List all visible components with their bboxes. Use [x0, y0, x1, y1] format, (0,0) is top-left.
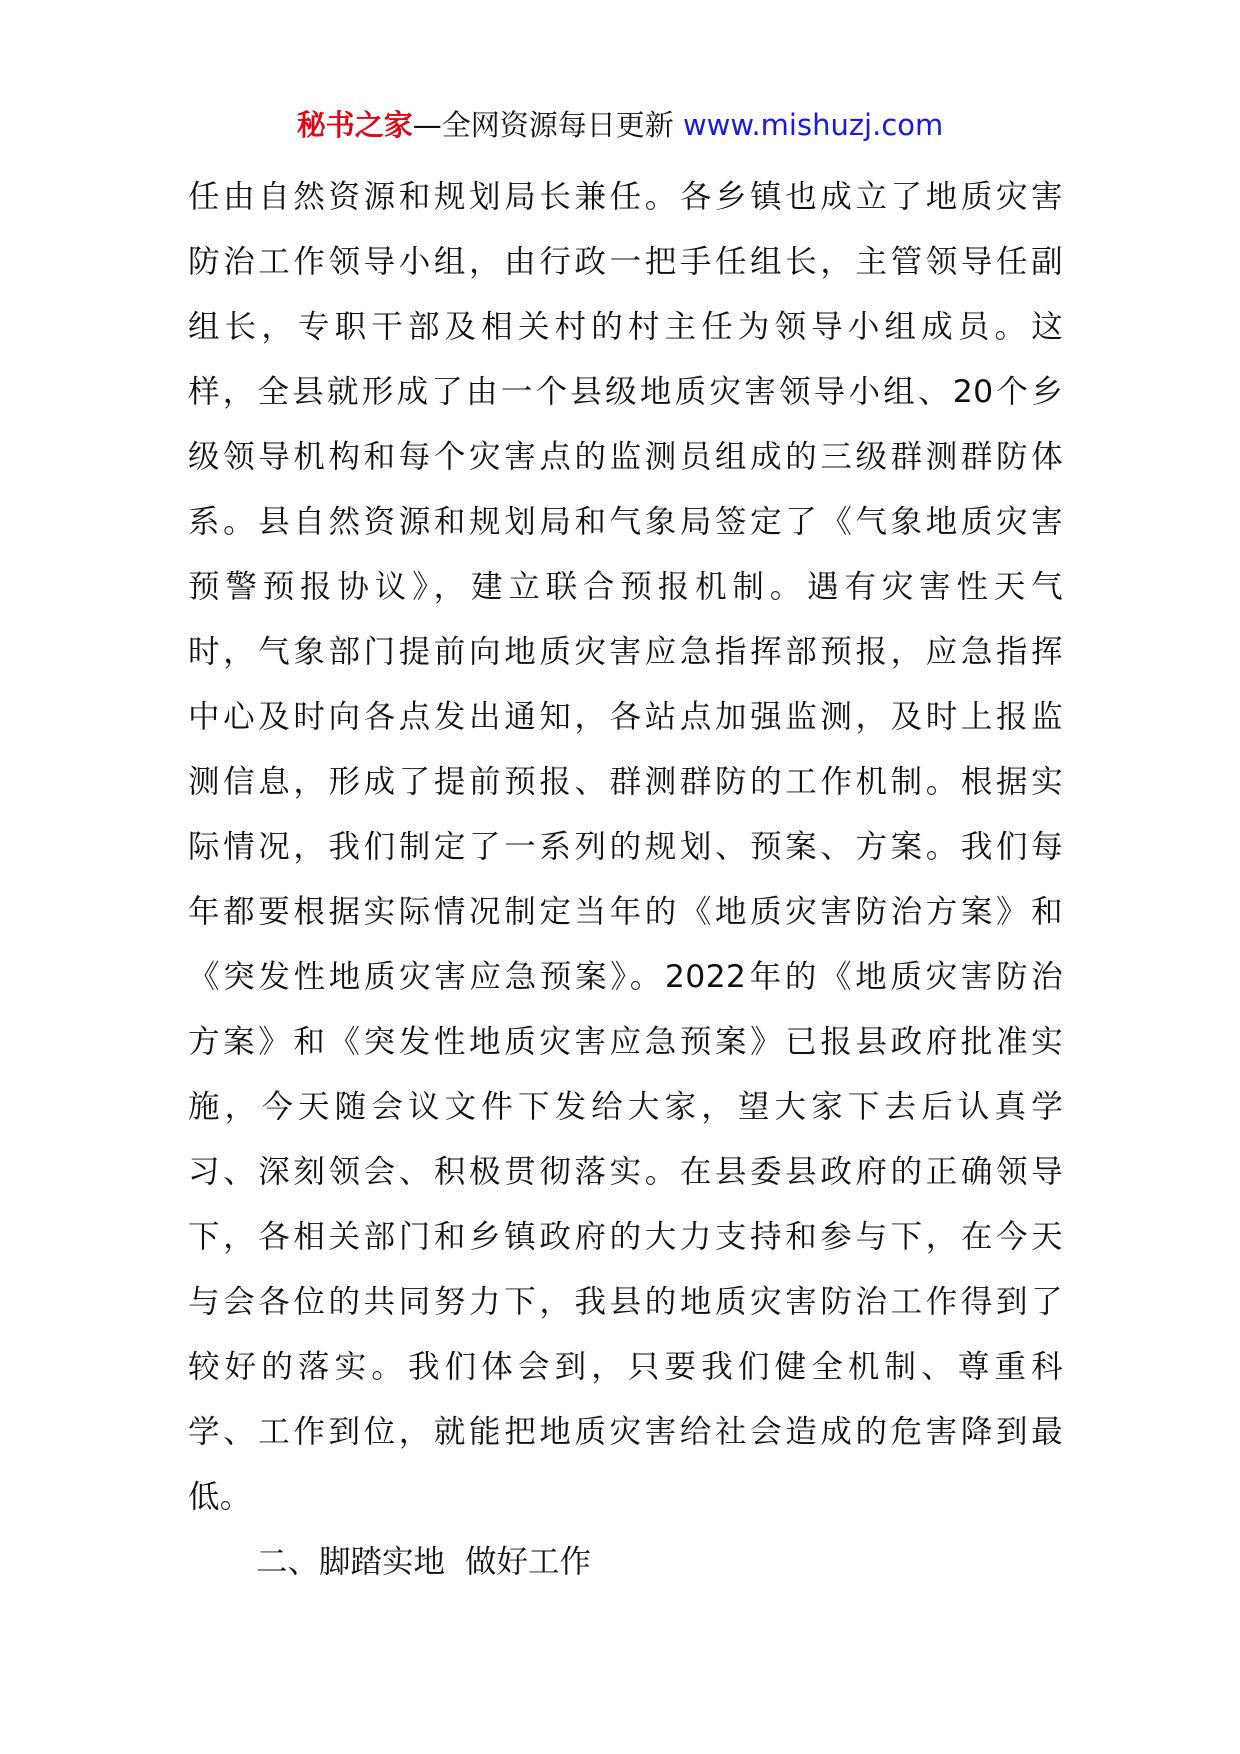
paragraph-line: 低。 [188, 1479, 252, 1515]
paragraph-line: 系。县自然资源和规划局和气象局签定了《气象地质灾害 [188, 504, 1063, 540]
paragraph-line: 下，各相关部门和乡镇政府的大力支持和参与下，在今天 [188, 1219, 1063, 1255]
document-body [188, 165, 1063, 1595]
paragraph-line: 方案》和《突发性地质灾害应急预案》已报县政府批准实 [188, 1024, 1063, 1060]
paragraph-line: 与会各位的共同努力下，我县的地质灾害防治工作得到了 [188, 1284, 1063, 1320]
header-tagline: —全网资源每日更新 [412, 108, 683, 142]
paragraph-line: 样，全县就形成了由一个县级地质灾害领导小组、20个乡 [188, 374, 1063, 410]
page-header [0, 100, 1240, 150]
paragraph-line: 时，气象部门提前向地质灾害应急指挥部预报，应急指挥 [188, 634, 1063, 670]
paragraph-line: 学、工作到位，就能把地质灾害给社会造成的危害降到最 [188, 1414, 1063, 1450]
paragraph-line: 施，今天随会议文件下发给大家，望大家下去后认真学 [188, 1089, 1063, 1125]
paragraph-line: 际情况，我们制定了一系列的规划、预案、方案。我们每 [188, 829, 1063, 865]
paragraph-line: 测信息，形成了提前预报、群测群防的工作机制。根据实 [188, 764, 1063, 800]
paragraph-line: 任由自然资源和规划局长兼任。各乡镇也成立了地质灾害 [188, 179, 1063, 215]
section-heading: 二、脚踏实地 做好工作 [256, 1544, 592, 1580]
paragraph-line: 预警预报协议》，建立联合预报机制。遇有灾害性天气 [188, 569, 1063, 605]
paragraph-line: 防治工作领导小组，由行政一把手任组长，主管领导任副 [188, 244, 1063, 280]
paragraph-line: 习、深刻领会、积极贯彻落实。在县委县政府的正确领导 [188, 1154, 1063, 1190]
paragraph-line: 中心及时向各点发出通知，各站点加强监测，及时上报监 [188, 699, 1063, 735]
paragraph-line: 年都要根据实际情况制定当年的《地质灾害防治方案》和 [188, 894, 1063, 930]
site-url: www.mishuzj.com [682, 108, 944, 142]
paragraph-line: 组长，专职干部及相关村的村主任为领导小组成员。这 [188, 309, 1063, 345]
brand-name: 秘书之家 [296, 108, 413, 142]
paragraph-line: 级领导机构和每个灾害点的监测员组成的三级群测群防体 [188, 439, 1063, 475]
paragraph-line: 较好的落实。我们体会到，只要我们健全机制、尊重科 [188, 1349, 1063, 1385]
paragraph-line: 《突发性地质灾害应急预案》。2022年的《地质灾害防治 [188, 959, 1063, 995]
